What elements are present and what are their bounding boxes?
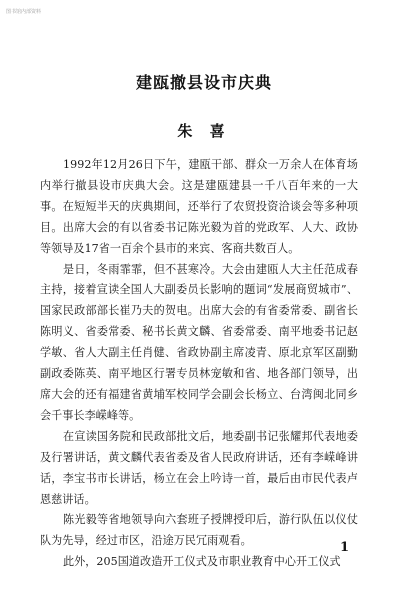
article-author: 朱 喜 bbox=[177, 122, 231, 140]
paragraph: 陈光毅等省地领导向六套班子授牌授印后，游行队伍以仪仗队为先导，经过市区，沿途万民冗雨观看。 bbox=[40, 513, 358, 548]
article-title: 建瓯撤县设市庆典 bbox=[135, 73, 272, 92]
article-body bbox=[40, 155, 358, 573]
library-stamp: 图书馆内部资料 bbox=[6, 9, 42, 15]
paragraph: 在宣读国务院和民政部批文后，地委副书记张耀邦代表地委及行署讲话，黄文麟代表省委及省人民政府讲话，还有李嵘峰讲话，李宝书市长讲话，杨立在会上吟诗一首，最后由市民代表卢恩慈讲话。 bbox=[40, 429, 358, 506]
paragraph: 此外，205国道改造开工仪式及市职业教育中心开工仪式 bbox=[63, 555, 341, 569]
paragraph: 1992年12月26日下午，建瓯干部、群众一万余人在体育场内举行撤县设市庆典大会。这是建瓯建县一千八百年来的一大事。在短短半天的庆典期间，还举行了农贸投资洽谈会等多种项目。出席大会的有以省委书记陈光毅为首的党政军、人大、政协等领导及17省一百余个县市的来宾、客商共数百人。 bbox=[40, 158, 358, 255]
page-number: 1 bbox=[340, 540, 350, 555]
paragraph: 是日，冬雨霏霏，但不甚寒冷。大会由建瓯人大主任范成春主持，接着宣读全国人大副委员长影响的题词“发展商贸城市”、国家民政部部长崔乃夫的贺电。出席大会的有省委常委、副省长陈明义、省委常委、秘书长黄文麟、省委常委、南平地委书记赵学敏、省人大副主任肖健、省政协副主席凌青、原北京军区副勤副政委陈英、南平地区行署专员林宠敏和省、地各部门领导，出席大会的还有福建省黄埔军校同学会副会长杨立、台湾闽北同乡会千事长李嵘峰等。 bbox=[40, 262, 358, 422]
